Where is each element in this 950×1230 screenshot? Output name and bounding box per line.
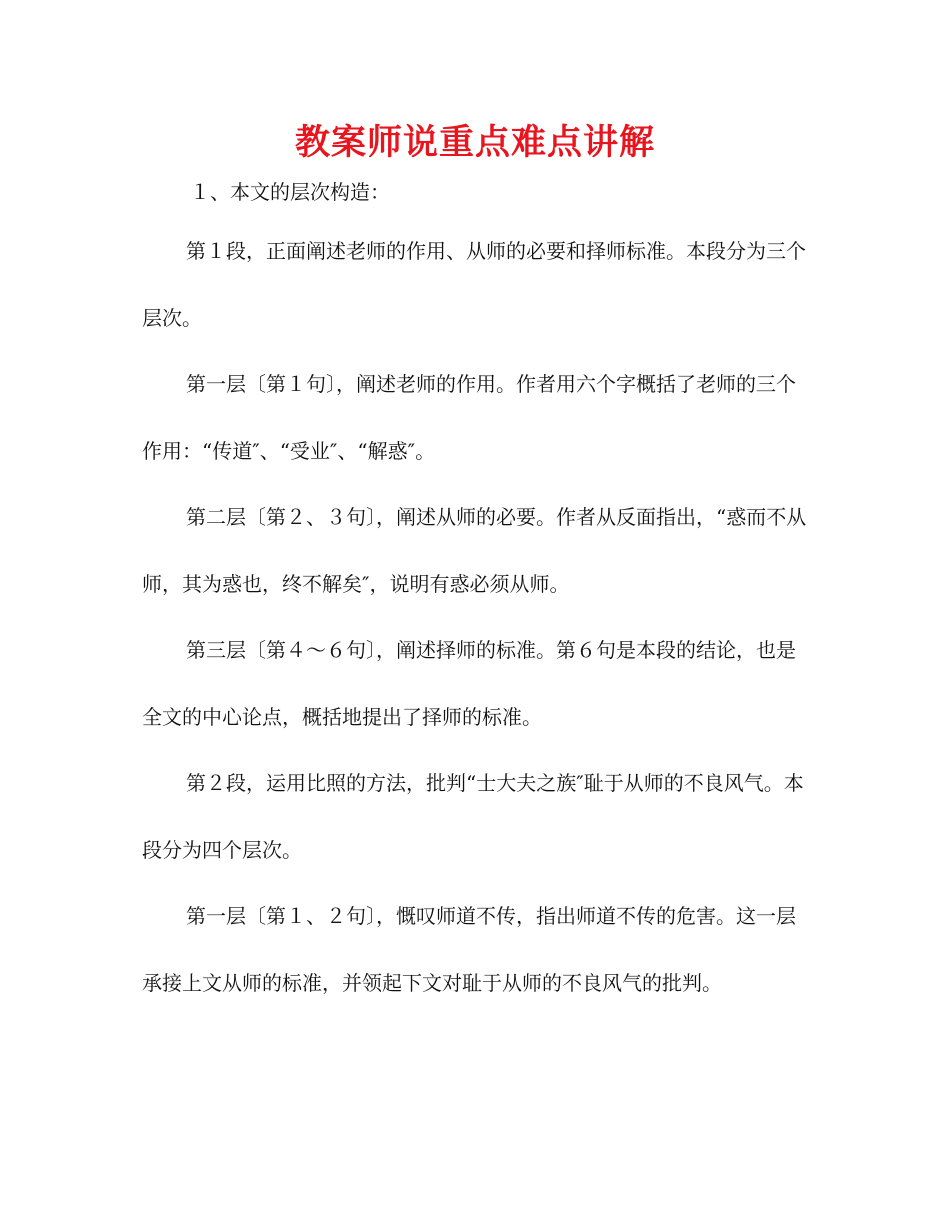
paragraph-5: 第２段，运用比照的方法，批判“士大夫之族″耻于从师的不良风气。本段分为四个层次。 [142, 771, 804, 862]
paragraph-6: 第一层〔第１、２句〕，慨叹师道不传，指出师道不传的危害。这一层承接上文从师的标准，并领起下文对耻于从师的不良风气的批判。 [142, 904, 796, 995]
paragraph-2: 第一层〔第１句〕，阐述老师的作用。作者用六个字概括了老师的三个作用：“传道″、“受业″、“解惑″。 [142, 372, 796, 463]
paragraph-3: 第二层〔第２、３句〕，阐述从师的必要。作者从反面指出，“惑而不从师，其为惑也，终不解矣″，说明有惑必须从师。 [142, 505, 807, 596]
section-heading: １、本文的层次构造： [190, 180, 390, 204]
paragraph-1: 第１段，正面阐述老师的作用、从师的必要和择师标准。本段分为三个层次。 [142, 239, 806, 330]
paragraph-4: 第三层〔第４～６句〕，阐述择师的标准。第６句是本段的结论，也是全文的中心论点，概括地提出了择师的标准。 [142, 638, 796, 729]
document-title: 教案师说重点难点讲解 [294, 123, 655, 163]
